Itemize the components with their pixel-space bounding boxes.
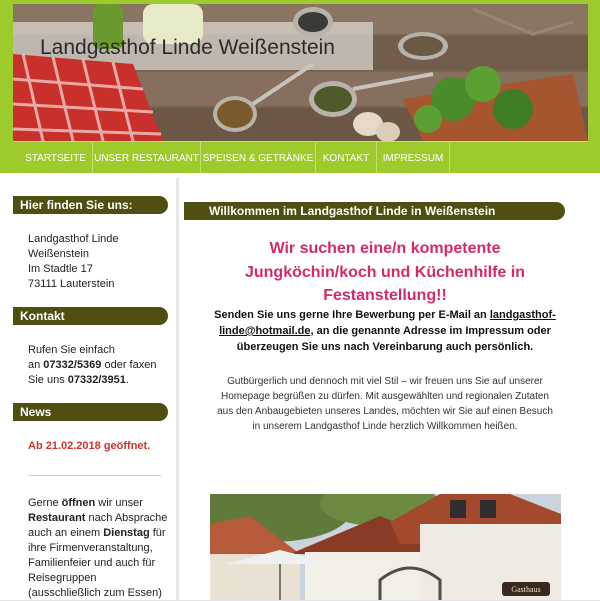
intro-line: Gutbürgerlich und dennoch mit viel Stil – wir freuen uns Sie auf unserer — [227, 376, 543, 387]
contact-block — [28, 343, 156, 388]
apply-text: , an die genannte Adresse im Impressum oder — [310, 325, 551, 337]
nav-item-speisen-getraenke[interactable]: SPEISEN & GETRÄNKE — [201, 142, 316, 173]
main-heading: Willkommen im Landgasthof Linde in Weißenstein — [184, 202, 565, 220]
news-text: wir unser — [95, 497, 143, 509]
contact-line — [28, 373, 156, 388]
news-line — [28, 511, 167, 526]
nav-item-kontakt[interactable]: KONTAKT — [316, 142, 377, 173]
banner-image — [13, 4, 588, 141]
nav-item-impressum[interactable]: IMPRESSUM — [377, 142, 450, 173]
contact-heading: Kontakt — [13, 307, 168, 325]
job-headline-line: Festanstellung!! — [323, 287, 447, 304]
phone-number[interactable]: 07332/5369 — [43, 359, 102, 371]
address-block — [28, 232, 119, 292]
news-text: auch an einem — [28, 527, 104, 539]
nav-item-unser-restaurant[interactable]: UNSER RESTAURANT — [93, 142, 201, 173]
news-text: Gerne — [28, 497, 62, 509]
news-line — [28, 496, 167, 511]
news-line — [28, 526, 167, 541]
intro-line: aus den Anbaugebieten unseres Landes, möchten wir Sie auf einen Besuch — [217, 406, 553, 417]
contact-text: oder faxen — [101, 359, 157, 371]
news-bold: öffnen — [61, 497, 96, 509]
news-line: Reisegruppen — [28, 572, 97, 584]
contact-line — [28, 358, 156, 373]
sidebar-divider — [176, 178, 179, 600]
nav-item-startseite[interactable]: STARTSEITE — [19, 142, 93, 173]
address-line: Weißenstein — [28, 248, 89, 260]
news-divider — [28, 475, 161, 476]
fax-number: 07332/3951 — [67, 374, 126, 386]
apply-line — [200, 307, 570, 323]
news-block — [28, 496, 167, 601]
sidebar — [8, 173, 176, 600]
apply-line: überzeugen Sie uns nach Vereinbarung auch persönlich. — [236, 341, 534, 353]
news-text: für — [149, 527, 166, 539]
news-bold: Dienstag — [103, 527, 150, 539]
news-opened: Ab 21.02.2018 geöffnet. — [28, 440, 151, 452]
email-link[interactable]: landgasthof- — [489, 309, 556, 321]
apply-text: Senden Sie uns gerne Ihre Bewerbung per E-Mail an — [214, 309, 490, 321]
inn-photo-image — [210, 494, 561, 600]
news-heading: News — [13, 403, 168, 421]
news-line: Familienfeier und auch für — [28, 557, 156, 569]
intro-line: Homepage begrüßen zu dürfen. Mit ausgewählten und regionalen Zutaten — [221, 391, 549, 402]
contact-line: Rufen Sie einfach — [28, 344, 115, 356]
email-link[interactable]: linde@hotmail.de — [219, 325, 311, 337]
main-navigation — [13, 141, 588, 174]
apply-line — [200, 323, 570, 339]
contact-text: Sie uns — [28, 374, 68, 386]
address-line: Landgasthof Linde — [28, 233, 119, 245]
header-banner — [13, 4, 588, 141]
contact-text: an — [28, 359, 44, 371]
job-headline-line: Wir suchen eine/n kompetente — [269, 240, 501, 257]
news-bold: Restaurant — [28, 512, 86, 524]
find-us-heading: Hier finden Sie uns: — [13, 196, 168, 214]
news-line: ihre Firmenveranstaltung, — [28, 542, 153, 554]
site-title[interactable]: Landgasthof Linde Weißenstein — [40, 36, 335, 59]
news-line: (ausschließlich zum Essen) — [28, 587, 162, 599]
address-line: 73111 Lauterstein — [28, 278, 115, 290]
job-headline-line: Jungköchin/koch und Küchenhilfe in — [244, 264, 525, 281]
news-text: nach Absprache — [85, 512, 168, 524]
address-line: Im Stadtle 17 — [28, 263, 93, 275]
inn-photo — [210, 494, 561, 600]
inn-sign: Gasthaus — [511, 585, 541, 594]
intro-line: in unserem Landgasthof Linde herzlich Willkommen heißen. — [252, 421, 518, 432]
contact-text: . — [125, 374, 129, 386]
